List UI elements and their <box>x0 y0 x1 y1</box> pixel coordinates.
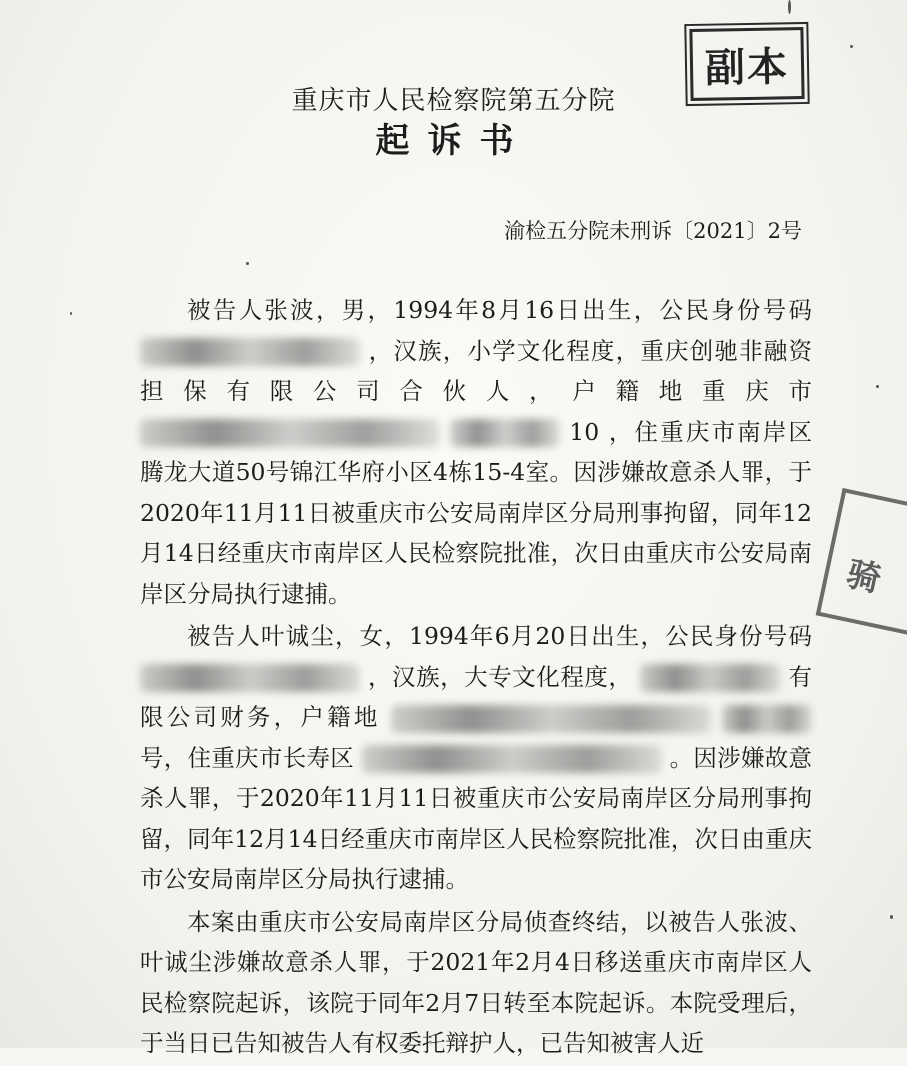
redaction-blur <box>450 419 560 447</box>
seal-text: 骑 <box>842 554 885 601</box>
redaction-blur <box>140 338 360 366</box>
scan-speck <box>890 915 893 919</box>
indictment-body <box>140 290 812 1066</box>
text-segment: 被告人叶诚尘，女，1994年6月20日出生，公民身份号码 <box>187 622 812 650</box>
redaction-blur <box>722 705 812 733</box>
scan-speck <box>70 312 72 315</box>
redaction-blur <box>391 705 711 733</box>
text-segment: ，汉族，大专文化程度， <box>368 662 633 691</box>
redaction-blur <box>640 664 780 692</box>
redaction-blur <box>140 664 360 692</box>
paragraph-defendant-1 <box>140 290 812 614</box>
perforation-seal <box>816 488 907 638</box>
text-segment: 号，住重庆市长寿区 <box>140 743 355 772</box>
text-segment: 被告人张波，男，1994年8月16日出生，公民身份号码 <box>187 296 812 324</box>
copy-stamp: 副本 <box>689 27 804 101</box>
document-number: 渝检五分院未刑诉〔2021〕2号 <box>504 219 802 243</box>
text-segment: ，汉族，小学文化程度，重庆创驰非融资担保有限公司合伙人，户籍地重庆市 <box>140 336 812 405</box>
document-title: 起诉书 <box>375 121 532 161</box>
scan-speck <box>876 385 879 388</box>
redaction-blur <box>362 745 662 773</box>
text-segment: 有限公司财务，户籍地 <box>140 662 812 731</box>
text-segment: 。因涉嫌故意杀人罪，于2020年11月11日被重庆市公安局南岸区分局刑事拘留，同年12月14日经重庆市南岸区人民检察院批准，次日由重庆市公安局南岸区分局执行逮捕。 <box>140 743 813 893</box>
scan-speck <box>788 0 791 14</box>
text-segment: ，住重庆市南岸区腾龙大道50号锦江华府小区4栋15-4室。因涉嫌故意杀人罪，于2020年11月11日被重庆市公安局南岸区分局刑事拘留，同年12月14日经重庆市南岸区人民检察院批准，次日由重庆市公安局南岸区分局执行逮捕。 <box>140 417 812 608</box>
scan-speck <box>850 45 853 48</box>
paragraph-case-history: 本案由重庆市公安局南岸区分局侦查终结，以被告人张波、叶诚尘涉嫌故意杀人罪，于2021年2月4日移送重庆市南岸区人民检察院起诉，该院于同年2月7日转至本院起诉。本院受理后，于当日已告知被告人有权委托辩护人，已告知被害人近 <box>140 907 812 1057</box>
paragraph-defendant-2 <box>140 616 812 900</box>
court-name: 重庆市人民检察院第五分院 <box>291 86 616 116</box>
scan-speck <box>246 262 249 265</box>
redaction-blur <box>140 419 440 447</box>
text-segment: 10 <box>569 417 600 446</box>
